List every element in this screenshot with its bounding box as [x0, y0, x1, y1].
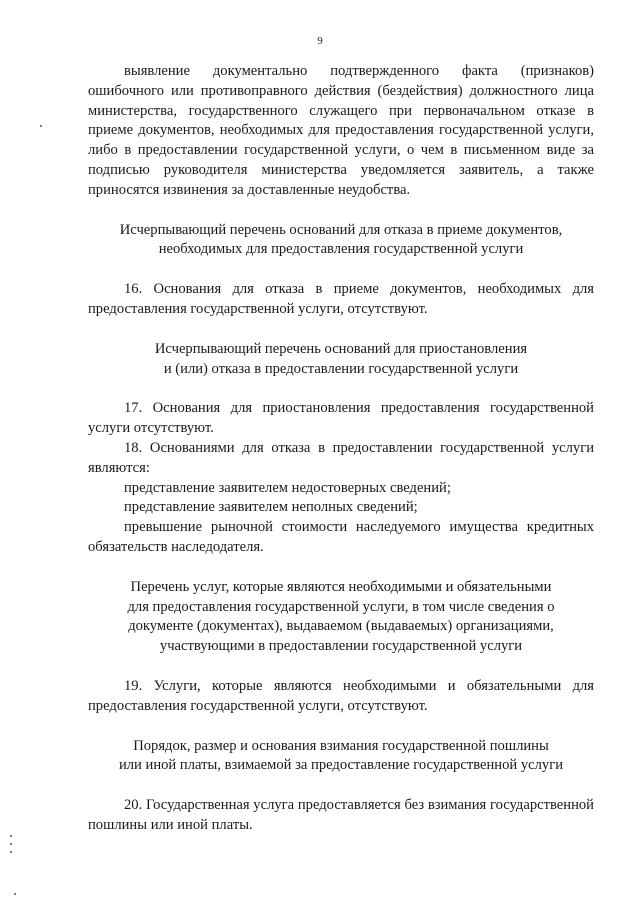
list-item: превышение рыночной стоимости наследуемого имущества кредитных обязательств наследодателя. — [88, 519, 594, 555]
paragraph-17: 17. Основания для приостановления предоставления государственной услуги отсутствуют. — [88, 400, 594, 437]
heading-line: для предоставления государственной услуги, в том числе сведения о — [127, 598, 555, 615]
heading-refusal-documents — [88, 221, 594, 261]
paragraph-intro: выявление документально подтвержденного факта (признаков) ошибочного или противоправного действия (бездействия) должностного лица министерства, государственного служащего при первоначальном отказе в приеме документов, необходимых для предоставления государственной услуги, либо в предоставлении государственной услуги, о чем в письменном виде за подписью руководителя министерства уведомляется заявитель, а также приносятся извинения за доставленные неудобства. — [88, 63, 594, 198]
heading-line: Исчерпывающий перечень оснований для отказа в приеме документов, — [119, 221, 563, 238]
heading-line: документе (документах), выдаваемом (выдаваемых) организациями, — [128, 618, 554, 635]
document-body — [88, 62, 594, 836]
scan-speck — [14, 893, 16, 895]
page-number: 9 — [317, 35, 323, 47]
scan-speck — [10, 843, 12, 845]
paragraph-20: 20. Государственная услуга предоставляется без взимания государственной пошлины или иной платы. — [88, 797, 594, 833]
heading-state-fee — [88, 737, 594, 777]
heading-line: Исчерпывающий перечень оснований для приостановления — [154, 340, 528, 357]
list-item: представление заявителем неполных сведений; — [124, 499, 418, 516]
heading-line: Порядок, размер и основания взимания государственной пошлины — [133, 737, 549, 754]
heading-suspension — [88, 340, 594, 380]
list-item: представление заявителем недостоверных сведений; — [124, 479, 451, 496]
heading-line: необходимых для предоставления государственной услуги — [158, 241, 524, 258]
heading-line: участвующими в предоставлении государственной услуги — [159, 638, 523, 655]
paragraph-18: 18. Основаниями для отказа в предоставлении государственной услуги являются: — [88, 439, 594, 476]
heading-line: или иной платы, взимаемой за предоставление государственной услуги — [118, 757, 564, 774]
scan-speck — [40, 125, 42, 127]
heading-required-services — [88, 578, 594, 657]
heading-line: Перечень услуг, которые являются необходимыми и обязательными — [130, 578, 552, 595]
scan-speck — [10, 835, 12, 837]
paragraph-16: 16. Основания для отказа в приеме документов, необходимых для предоставления государственной услуги, отсутствуют. — [88, 281, 594, 317]
scan-speck — [10, 851, 12, 853]
heading-line: и (или) отказа в предоставлении государственной услуги — [163, 360, 519, 377]
paragraph-19: 19. Услуги, которые являются необходимыми и обязательными для предоставления государственной услуги, отсутствуют. — [88, 677, 594, 714]
